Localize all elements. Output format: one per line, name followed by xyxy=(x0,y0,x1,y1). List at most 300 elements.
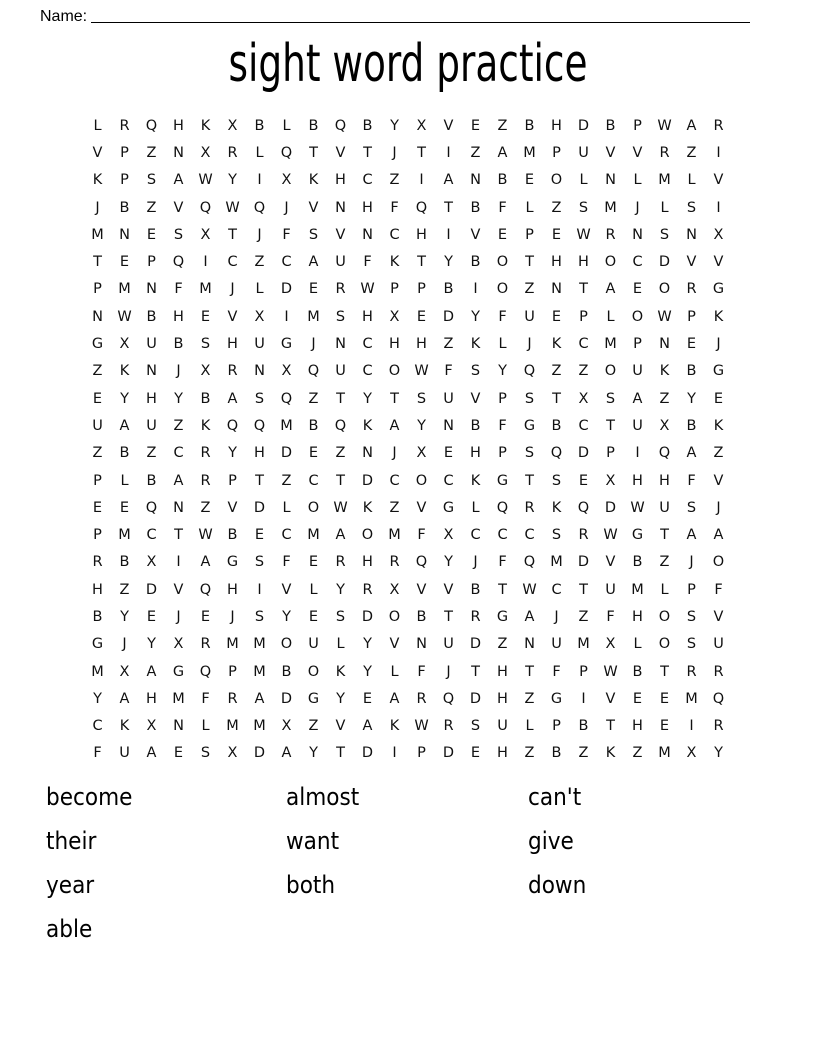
grid-letter[interactable]: S xyxy=(470,363,481,380)
grid-letter[interactable]: D xyxy=(577,445,590,462)
grid-letter[interactable]: A xyxy=(146,745,157,762)
grid-letter[interactable]: P xyxy=(390,281,399,298)
grid-letter[interactable]: S xyxy=(524,445,535,462)
grid-letter[interactable]: Q xyxy=(550,445,563,462)
grid-letter[interactable]: Z xyxy=(524,745,535,762)
grid-letter[interactable]: O xyxy=(604,254,617,271)
grid-letter[interactable]: L xyxy=(282,117,291,134)
grid-letter[interactable]: V xyxy=(443,117,454,134)
grid-letter[interactable]: T xyxy=(444,199,453,216)
word-list-item[interactable]: down xyxy=(528,871,587,899)
grid-letter[interactable]: R xyxy=(416,690,427,707)
grid-letter[interactable]: H xyxy=(92,581,103,598)
grid-letter[interactable]: X xyxy=(605,636,616,653)
grid-letter[interactable]: L xyxy=(525,199,534,216)
grid-letter[interactable]: C xyxy=(632,254,643,271)
grid-letter[interactable]: H xyxy=(362,308,373,325)
grid-letter[interactable]: M xyxy=(685,690,698,707)
grid-letter[interactable]: H xyxy=(146,690,157,707)
grid-letter[interactable]: Y xyxy=(417,417,426,434)
grid-letter[interactable]: Y xyxy=(93,690,102,707)
grid-letter[interactable]: B xyxy=(119,445,130,462)
grid-letter[interactable]: G xyxy=(496,472,509,489)
grid-letter[interactable]: K xyxy=(713,417,724,434)
grid-letter[interactable]: D xyxy=(658,254,671,271)
grid-letter[interactable]: J xyxy=(311,336,316,353)
grid-letter[interactable]: B xyxy=(146,308,157,325)
grid-letter[interactable]: L xyxy=(255,144,264,161)
grid-letter[interactable]: B xyxy=(281,663,292,680)
grid-letter[interactable]: Z xyxy=(443,336,454,353)
word-list-item[interactable]: almost xyxy=(286,783,360,811)
grid-letter[interactable]: K xyxy=(389,254,400,271)
grid-letter[interactable]: X xyxy=(416,445,427,462)
grid-letter[interactable]: V xyxy=(308,199,319,216)
grid-letter[interactable]: N xyxy=(335,199,346,216)
grid-letter[interactable]: A xyxy=(686,527,697,544)
grid-letter[interactable]: Y xyxy=(363,663,372,680)
grid-letter[interactable]: B xyxy=(551,745,562,762)
grid-letter[interactable]: E xyxy=(362,690,373,707)
grid-letter[interactable]: K xyxy=(200,417,211,434)
word-search-grid[interactable] xyxy=(84,112,732,767)
grid-letter[interactable]: F xyxy=(93,745,102,762)
grid-letter[interactable]: G xyxy=(91,336,104,353)
grid-letter[interactable]: G xyxy=(91,636,104,653)
grid-letter[interactable]: T xyxy=(471,663,480,680)
grid-letter[interactable]: S xyxy=(605,390,616,407)
grid-letter[interactable]: L xyxy=(498,336,507,353)
grid-letter[interactable]: X xyxy=(605,472,616,489)
grid-letter[interactable]: G xyxy=(280,336,293,353)
grid-letter[interactable]: G xyxy=(712,363,725,380)
grid-letter[interactable]: K xyxy=(200,117,211,134)
grid-letter[interactable]: M xyxy=(118,281,131,298)
grid-letter[interactable]: U xyxy=(308,636,319,653)
grid-letter[interactable]: I xyxy=(473,281,478,298)
grid-letter[interactable]: G xyxy=(307,690,320,707)
grid-letter[interactable]: U xyxy=(443,390,454,407)
grid-letter[interactable]: Z xyxy=(551,363,562,380)
grid-letter[interactable]: M xyxy=(226,718,239,735)
grid-letter[interactable]: D xyxy=(469,636,482,653)
grid-letter[interactable]: Q xyxy=(442,690,455,707)
grid-letter[interactable]: R xyxy=(92,554,103,571)
grid-letter[interactable]: X xyxy=(227,117,238,134)
grid-letter[interactable]: P xyxy=(120,172,129,189)
grid-letter[interactable]: J xyxy=(716,499,721,516)
grid-letter[interactable]: L xyxy=(525,718,534,735)
grid-letter[interactable]: T xyxy=(498,581,507,598)
grid-letter[interactable]: F xyxy=(417,663,426,680)
grid-letter[interactable]: K xyxy=(713,308,724,325)
grid-letter[interactable]: Q xyxy=(712,690,725,707)
grid-letter[interactable]: M xyxy=(307,527,320,544)
grid-letter[interactable]: Z xyxy=(146,144,157,161)
grid-letter[interactable]: V xyxy=(605,690,616,707)
grid-letter[interactable]: R xyxy=(686,281,697,298)
grid-letter[interactable]: H xyxy=(659,472,670,489)
grid-letter[interactable]: O xyxy=(307,663,320,680)
grid-letter[interactable]: K xyxy=(119,718,130,735)
grid-letter[interactable]: M xyxy=(253,636,266,653)
grid-letter[interactable]: F xyxy=(201,690,210,707)
grid-letter[interactable]: E xyxy=(308,281,319,298)
grid-letter[interactable]: J xyxy=(473,554,478,571)
grid-letter[interactable]: M xyxy=(307,308,320,325)
grid-letter[interactable]: X xyxy=(443,527,454,544)
grid-letter[interactable]: T xyxy=(336,472,345,489)
grid-letter[interactable]: O xyxy=(550,172,563,189)
grid-letter[interactable]: Q xyxy=(658,445,671,462)
grid-letter[interactable]: W xyxy=(225,199,240,216)
grid-letter[interactable]: I xyxy=(446,144,451,161)
grid-letter[interactable]: E xyxy=(524,172,535,189)
grid-letter[interactable]: H xyxy=(497,663,508,680)
grid-letter[interactable]: I xyxy=(257,172,262,189)
grid-letter[interactable]: V xyxy=(443,581,454,598)
grid-letter[interactable]: R xyxy=(362,581,373,598)
grid-letter[interactable]: N xyxy=(92,308,103,325)
grid-letter[interactable]: N xyxy=(146,363,157,380)
grid-letter[interactable]: D xyxy=(280,445,293,462)
grid-letter[interactable]: S xyxy=(146,172,157,189)
grid-letter[interactable]: N xyxy=(632,226,643,243)
grid-letter[interactable]: H xyxy=(173,308,184,325)
grid-letter[interactable]: D xyxy=(280,281,293,298)
grid-letter[interactable]: D xyxy=(361,608,374,625)
grid-letter[interactable]: S xyxy=(686,636,697,653)
grid-letter[interactable]: T xyxy=(444,608,453,625)
grid-letter[interactable]: I xyxy=(716,199,721,216)
grid-letter[interactable]: A xyxy=(173,172,184,189)
grid-letter[interactable]: S xyxy=(308,226,319,243)
grid-letter[interactable]: H xyxy=(632,608,643,625)
grid-letter[interactable]: P xyxy=(93,281,102,298)
grid-letter[interactable]: H xyxy=(227,581,238,598)
grid-letter[interactable]: R xyxy=(227,363,238,380)
grid-letter[interactable]: W xyxy=(657,308,672,325)
grid-letter[interactable]: O xyxy=(307,499,320,516)
grid-letter[interactable]: G xyxy=(172,663,185,680)
grid-letter[interactable]: F xyxy=(552,663,561,680)
grid-letter[interactable]: R xyxy=(200,445,211,462)
grid-letter[interactable]: B xyxy=(362,117,373,134)
grid-letter[interactable]: Q xyxy=(199,199,212,216)
grid-letter[interactable]: O xyxy=(280,636,293,653)
grid-letter[interactable]: H xyxy=(470,445,481,462)
grid-letter[interactable]: T xyxy=(93,254,102,271)
grid-letter[interactable]: W xyxy=(414,363,429,380)
grid-letter[interactable]: X xyxy=(686,745,697,762)
grid-letter[interactable]: U xyxy=(146,417,157,434)
grid-letter[interactable]: M xyxy=(604,199,617,216)
grid-letter[interactable]: M xyxy=(631,581,644,598)
grid-letter[interactable]: B xyxy=(308,117,319,134)
grid-letter[interactable]: Q xyxy=(145,117,158,134)
grid-letter[interactable]: H xyxy=(416,336,427,353)
grid-letter[interactable]: U xyxy=(335,254,346,271)
grid-letter[interactable]: B xyxy=(227,527,238,544)
grid-letter[interactable]: J xyxy=(95,199,100,216)
word-list-item[interactable]: give xyxy=(528,827,574,855)
grid-letter[interactable]: V xyxy=(605,144,616,161)
grid-letter[interactable]: V xyxy=(713,254,724,271)
grid-letter[interactable]: J xyxy=(122,636,127,653)
grid-letter[interactable]: U xyxy=(443,636,454,653)
grid-letter[interactable]: P xyxy=(687,308,696,325)
grid-letter[interactable]: R xyxy=(578,527,589,544)
grid-letter[interactable]: J xyxy=(392,445,397,462)
grid-letter[interactable]: A xyxy=(362,718,373,735)
grid-letter[interactable]: R xyxy=(470,608,481,625)
grid-letter[interactable]: A xyxy=(119,417,130,434)
grid-letter[interactable]: U xyxy=(335,363,346,380)
grid-letter[interactable]: U xyxy=(632,363,643,380)
grid-letter[interactable]: Z xyxy=(389,172,400,189)
grid-letter[interactable]: I xyxy=(257,581,262,598)
grid-letter[interactable]: E xyxy=(308,554,319,571)
grid-letter[interactable]: Y xyxy=(687,390,696,407)
grid-letter[interactable]: A xyxy=(686,117,697,134)
grid-letter[interactable]: T xyxy=(228,226,237,243)
grid-letter[interactable]: D xyxy=(253,499,266,516)
grid-letter[interactable]: S xyxy=(200,336,211,353)
grid-letter[interactable]: E xyxy=(200,308,211,325)
grid-letter[interactable]: X xyxy=(389,308,400,325)
grid-letter[interactable]: A xyxy=(119,690,130,707)
grid-letter[interactable]: Q xyxy=(577,499,590,516)
grid-letter[interactable]: P xyxy=(579,308,588,325)
grid-letter[interactable]: G xyxy=(442,499,455,516)
grid-letter[interactable]: E xyxy=(632,690,643,707)
grid-letter[interactable]: K xyxy=(362,417,373,434)
grid-letter[interactable]: P xyxy=(606,445,615,462)
grid-letter[interactable]: M xyxy=(658,172,671,189)
grid-letter[interactable]: A xyxy=(686,445,697,462)
grid-letter[interactable]: R xyxy=(335,554,346,571)
grid-letter[interactable]: D xyxy=(577,117,590,134)
grid-letter[interactable]: Z xyxy=(146,199,157,216)
grid-letter[interactable]: U xyxy=(659,499,670,516)
grid-letter[interactable]: Q xyxy=(307,363,320,380)
grid-letter[interactable]: B xyxy=(119,199,130,216)
word-list-item[interactable]: both xyxy=(286,871,336,899)
grid-letter[interactable]: Y xyxy=(336,581,345,598)
grid-letter[interactable]: H xyxy=(551,117,562,134)
grid-letter[interactable]: U xyxy=(254,336,265,353)
grid-letter[interactable]: N xyxy=(362,445,373,462)
grid-letter[interactable]: B xyxy=(470,581,481,598)
grid-letter[interactable]: O xyxy=(496,254,509,271)
grid-letter[interactable]: X xyxy=(281,172,292,189)
grid-letter[interactable]: F xyxy=(606,608,615,625)
grid-letter[interactable]: W xyxy=(333,499,348,516)
grid-letter[interactable]: T xyxy=(660,663,669,680)
grid-letter[interactable]: T xyxy=(579,281,588,298)
grid-letter[interactable]: D xyxy=(442,745,455,762)
grid-letter[interactable]: A xyxy=(173,472,184,489)
grid-letter[interactable]: E xyxy=(551,308,562,325)
grid-letter[interactable]: A xyxy=(389,690,400,707)
grid-letter[interactable]: D xyxy=(361,745,374,762)
grid-letter[interactable]: E xyxy=(200,608,211,625)
grid-letter[interactable]: R xyxy=(686,663,697,680)
grid-letter[interactable]: T xyxy=(606,417,615,434)
grid-letter[interactable]: N xyxy=(551,281,562,298)
grid-letter[interactable]: P xyxy=(93,472,102,489)
grid-letter[interactable]: S xyxy=(551,472,562,489)
grid-letter[interactable]: E xyxy=(308,608,319,625)
grid-letter[interactable]: A xyxy=(443,172,454,189)
grid-letter[interactable]: O xyxy=(658,608,671,625)
grid-letter[interactable]: X xyxy=(200,363,211,380)
grid-letter[interactable]: X xyxy=(659,417,670,434)
grid-letter[interactable]: E xyxy=(146,608,157,625)
grid-letter[interactable]: A xyxy=(389,417,400,434)
grid-letter[interactable]: Y xyxy=(444,554,453,571)
grid-letter[interactable]: S xyxy=(254,608,265,625)
grid-letter[interactable]: S xyxy=(254,390,265,407)
grid-letter[interactable]: W xyxy=(414,718,429,735)
grid-letter[interactable]: X xyxy=(200,144,211,161)
grid-letter[interactable]: Q xyxy=(199,581,212,598)
grid-letter[interactable]: V xyxy=(470,390,481,407)
grid-letter[interactable]: R xyxy=(713,718,724,735)
grid-letter[interactable]: B xyxy=(92,608,103,625)
grid-letter[interactable]: T xyxy=(336,390,345,407)
grid-letter[interactable]: W xyxy=(198,172,213,189)
grid-letter[interactable]: Z xyxy=(92,363,103,380)
grid-letter[interactable]: M xyxy=(118,527,131,544)
grid-letter[interactable]: P xyxy=(525,226,534,243)
grid-letter[interactable]: S xyxy=(335,308,346,325)
grid-letter[interactable]: J xyxy=(635,199,640,216)
grid-letter[interactable]: D xyxy=(145,581,158,598)
grid-letter[interactable]: P xyxy=(417,745,426,762)
grid-letter[interactable]: F xyxy=(498,308,507,325)
grid-letter[interactable]: X xyxy=(281,718,292,735)
grid-letter[interactable]: B xyxy=(200,390,211,407)
grid-letter[interactable]: E xyxy=(92,499,103,516)
grid-letter[interactable]: V xyxy=(92,144,103,161)
grid-letter[interactable]: I xyxy=(446,226,451,243)
grid-letter[interactable]: F xyxy=(390,199,399,216)
grid-letter[interactable]: Z xyxy=(200,499,211,516)
grid-letter[interactable]: L xyxy=(606,308,615,325)
grid-letter[interactable]: B xyxy=(686,417,697,434)
grid-letter[interactable]: B xyxy=(551,417,562,434)
grid-letter[interactable]: V xyxy=(416,499,427,516)
grid-letter[interactable]: A xyxy=(254,690,265,707)
grid-letter[interactable]: E xyxy=(92,390,103,407)
grid-letter[interactable]: Q xyxy=(253,199,266,216)
grid-letter[interactable]: U xyxy=(524,308,535,325)
grid-letter[interactable]: C xyxy=(227,254,238,271)
grid-letter[interactable]: L xyxy=(390,663,399,680)
grid-letter[interactable]: N xyxy=(686,226,697,243)
grid-letter[interactable]: R xyxy=(389,554,400,571)
grid-letter[interactable]: T xyxy=(606,718,615,735)
grid-letter[interactable]: C xyxy=(146,527,157,544)
grid-letter[interactable]: U xyxy=(578,144,589,161)
grid-letter[interactable]: U xyxy=(713,636,724,653)
grid-letter[interactable]: T xyxy=(525,472,534,489)
grid-letter[interactable]: F xyxy=(498,554,507,571)
grid-letter[interactable]: S xyxy=(551,527,562,544)
grid-letter[interactable]: Y xyxy=(714,745,723,762)
grid-letter[interactable]: C xyxy=(524,527,535,544)
grid-letter[interactable]: H xyxy=(335,172,346,189)
grid-letter[interactable]: A xyxy=(308,254,319,271)
grid-letter[interactable]: E xyxy=(659,718,670,735)
grid-letter[interactable]: P xyxy=(228,472,237,489)
grid-letter[interactable]: B xyxy=(146,472,157,489)
grid-letter[interactable]: J xyxy=(446,663,451,680)
grid-letter[interactable]: S xyxy=(686,499,697,516)
grid-letter[interactable]: A xyxy=(200,554,211,571)
grid-letter[interactable]: O xyxy=(658,281,671,298)
grid-letter[interactable]: D xyxy=(280,690,293,707)
grid-letter[interactable]: V xyxy=(335,718,346,735)
grid-letter[interactable]: L xyxy=(282,499,291,516)
grid-letter[interactable]: Z xyxy=(335,445,346,462)
grid-letter[interactable]: A xyxy=(713,527,724,544)
grid-letter[interactable]: B xyxy=(416,608,427,625)
grid-letter[interactable]: P xyxy=(417,281,426,298)
grid-letter[interactable]: C xyxy=(308,472,319,489)
grid-letter[interactable]: X xyxy=(119,336,130,353)
grid-letter[interactable]: B xyxy=(497,172,508,189)
grid-letter[interactable]: F xyxy=(498,417,507,434)
grid-letter[interactable]: E xyxy=(659,690,670,707)
grid-letter[interactable]: S xyxy=(416,390,427,407)
grid-letter[interactable]: R xyxy=(335,281,346,298)
grid-letter[interactable]: F xyxy=(714,581,723,598)
grid-letter[interactable]: M xyxy=(226,636,239,653)
grid-letter[interactable]: L xyxy=(660,199,669,216)
grid-letter[interactable]: E xyxy=(551,226,562,243)
grid-letter[interactable]: B xyxy=(524,117,535,134)
grid-letter[interactable]: Y xyxy=(228,172,237,189)
grid-letter[interactable]: E xyxy=(254,527,265,544)
grid-letter[interactable]: K xyxy=(605,745,616,762)
grid-letter[interactable]: P xyxy=(687,581,696,598)
grid-letter[interactable]: M xyxy=(280,417,293,434)
grid-letter[interactable]: D xyxy=(442,308,455,325)
grid-letter[interactable]: Q xyxy=(253,417,266,434)
grid-letter[interactable]: Z xyxy=(551,199,562,216)
grid-letter[interactable]: I xyxy=(284,308,289,325)
grid-letter[interactable]: X xyxy=(254,308,265,325)
grid-letter[interactable]: L xyxy=(336,636,345,653)
grid-letter[interactable]: W xyxy=(117,308,132,325)
grid-letter[interactable]: Y xyxy=(390,117,399,134)
grid-letter[interactable]: I xyxy=(203,254,208,271)
grid-letter[interactable]: U xyxy=(146,336,157,353)
grid-letter[interactable]: T xyxy=(552,390,561,407)
grid-letter[interactable]: Z xyxy=(308,718,319,735)
grid-letter[interactable]: P xyxy=(552,718,561,735)
grid-letter[interactable]: G xyxy=(631,527,644,544)
grid-letter[interactable]: Y xyxy=(309,745,318,762)
grid-letter[interactable]: V xyxy=(173,199,184,216)
grid-letter[interactable]: U xyxy=(119,745,130,762)
grid-letter[interactable]: P xyxy=(120,144,129,161)
grid-letter[interactable]: Q xyxy=(145,499,158,516)
grid-letter[interactable]: P xyxy=(93,527,102,544)
grid-letter[interactable]: W xyxy=(603,663,618,680)
